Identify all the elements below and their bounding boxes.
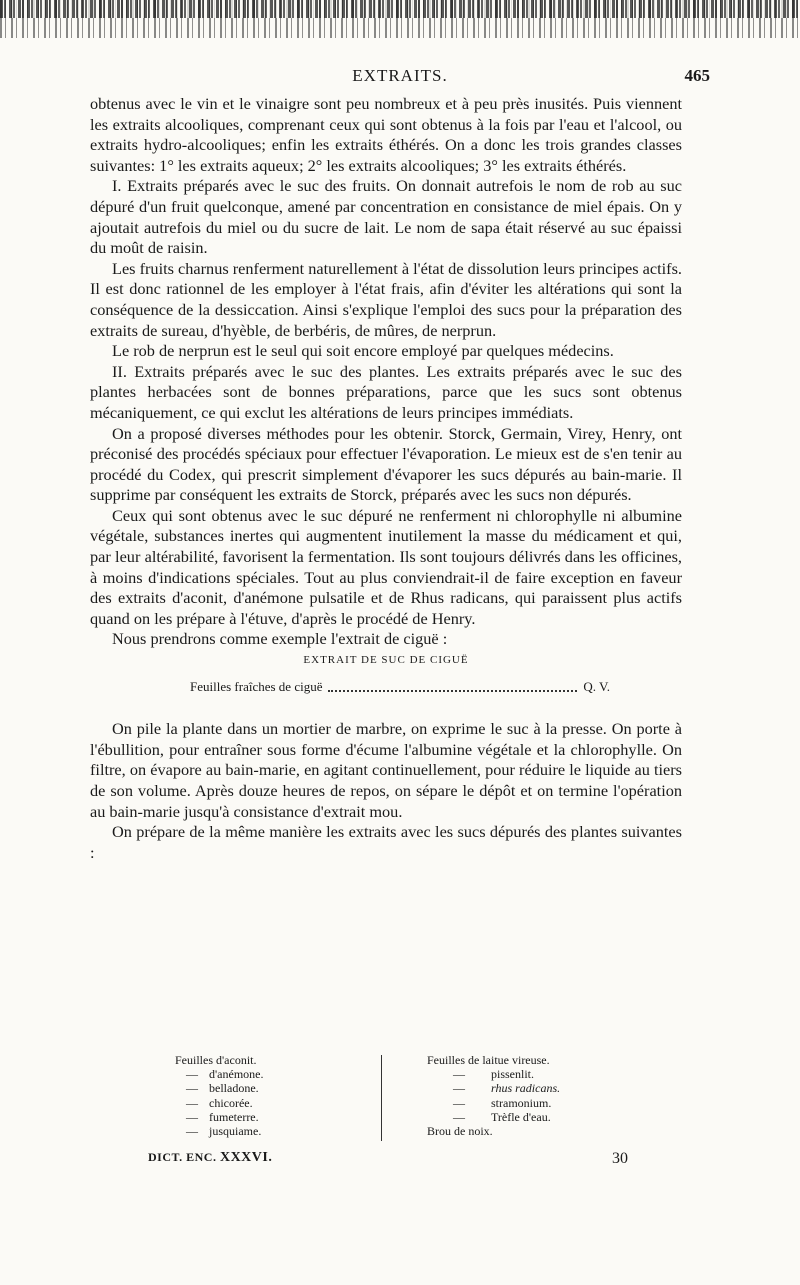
running-title: EXTRAITS. <box>352 66 448 85</box>
page-footer <box>148 1150 628 1172</box>
plant-item: — pissenlit. <box>453 1067 535 1082</box>
plant-item: — belladone. <box>186 1081 259 1096</box>
plant-item: Feuilles de laitue vireuse. <box>427 1053 550 1067</box>
paragraph-6: On a proposé diverses méthodes pour les obtenir. Storck, Germain, Virey, Henry, ont préconisé des procédés spéciaux pour effectuer l'évaporation. Le mieux est de s'en tenir au procédé du Codex, qui prescrit simplement d'évaporer les sucs dépurés au bain-marie. Il supprime par conséquent les extraits de Storck, préparés avec les sucs non dépurés. <box>90 423 682 505</box>
paragraph-2: I. Extraits préparés avec le suc des fruits. On donnait autrefois le nom de rob au suc dépuré d'un fruit quelconque, amené par concentration en consistance de miel épais. On y ajoutait autrefois du miel ou du sucre de lait. Le nom de sapa était réservé au suc épaissi du moût de raisin. <box>90 176 682 258</box>
recipe-ingredient: Feuilles fraîches de ciguë <box>190 678 323 694</box>
plants-right-column <box>427 1053 607 1138</box>
plant-item: — chicorée. <box>186 1095 253 1110</box>
paragraph-9: On pile la plante dans un mortier de marbre, on exprime le suc à la presse. On porte à l'ébullition, pour entraîner sous forme d'écume l'albumine végétale et la chlorophylle. On filtre, on évapore au bain-marie, en agitant continuellement, pour réduire le liquide au tiers de son volume. Après douze heures de repos, on sépare le dépôt et on termine l'opération au bain-marie jusqu'à consistance d'extrait mou. <box>90 719 682 821</box>
plants-left-column <box>175 1053 375 1138</box>
plants-table <box>175 1053 605 1143</box>
paragraph-5: II. Extraits préparés avec le suc des plantes. Les extraits préparés avec le suc des plantes herbacées sont de bonnes préparations, parce que les sucs sont obtenus mécaniquement, ce qui exclut les altérations de leurs principes immédiats. <box>90 361 682 422</box>
sheet-number: 30 <box>612 1150 628 1167</box>
signature-mark: DICT. ENC. XXXVI. <box>148 1150 273 1165</box>
paragraph-1: obtenus avec le vin et le vinaigre sont peu nombreux et à peu près inusités. Puis viennent les extraits alcooliques, comprenant ceux qui sont obtenus à la fois par l'eau et l'alcool, ou extraits hydro-alcooliques; enfin les extraits éthérés. On a donc les trois grandes classes suivantes: 1° les extraits aqueux; 2° les extraits alcooliques; 3° les extraits éthérés. <box>90 94 682 175</box>
leader-dots <box>328 677 577 693</box>
plant-item: — stramonium. <box>453 1095 552 1110</box>
plant-item: — d'anémone. <box>186 1067 264 1082</box>
running-header <box>90 66 710 90</box>
recipe-quantity: Q. V. <box>583 678 610 694</box>
page-body <box>90 94 682 863</box>
plant-item: Feuilles d'aconit. <box>175 1053 257 1067</box>
paragraph-7: Ceux qui sont obtenus avec le suc dépuré ne renferment ni chlorophylle ni albumine végétale, substances inertes qui augmentent inutilement la masse du médicament et qui, par leur altérabilité, favorisent la fermentation. Ils sont toujours délivrés dans les officines, à moins d'indications spéciales. Tout au plus conviendrait-il de faire exception en faveur des extraits d'aconit, d'anémone pulsatile et de Rhus radicans, qui paraissent plus actifs quand on les prépare à l'étuve, d'après le procédé de Henry. <box>90 505 682 628</box>
paragraph-8: Nous prendrons comme exemple l'extrait de ciguë : <box>112 629 448 649</box>
plant-item: — Trèfle d'eau. <box>453 1109 551 1124</box>
recipe-line <box>190 677 610 698</box>
plant-item: — fumeterre. <box>186 1109 259 1124</box>
plant-item: — jusquiame. <box>186 1124 262 1139</box>
column-divider <box>381 1055 382 1141</box>
page-number: 465 <box>684 66 710 85</box>
plant-item: — rhus radicans. <box>453 1081 561 1096</box>
paragraph-4: Le rob de nerprun est le seul qui soit encore employé par quelques médecins. <box>112 341 614 361</box>
paragraph-3: Les fruits charnus renferment naturellement à l'état de dissolution leurs principes actifs. Il est donc rationnel de les employer à l'état frais, afin d'éviter les altérations qui sont la conséquence de la dessiccation. Ainsi s'explique l'emploi des sucs pour la préparation des extraits de sureau, d'hyèble, de berbéris, de mûres, de nerprun. <box>90 258 682 340</box>
recipe-title: EXTRAIT DE SUC DE CIGUË <box>303 654 469 667</box>
plant-item: Brou de noix. <box>427 1124 493 1139</box>
scan-noise-edge <box>0 0 800 18</box>
paragraph-10: On prépare de la même manière les extraits avec les sucs dépurés des plantes suivantes : <box>90 822 682 862</box>
